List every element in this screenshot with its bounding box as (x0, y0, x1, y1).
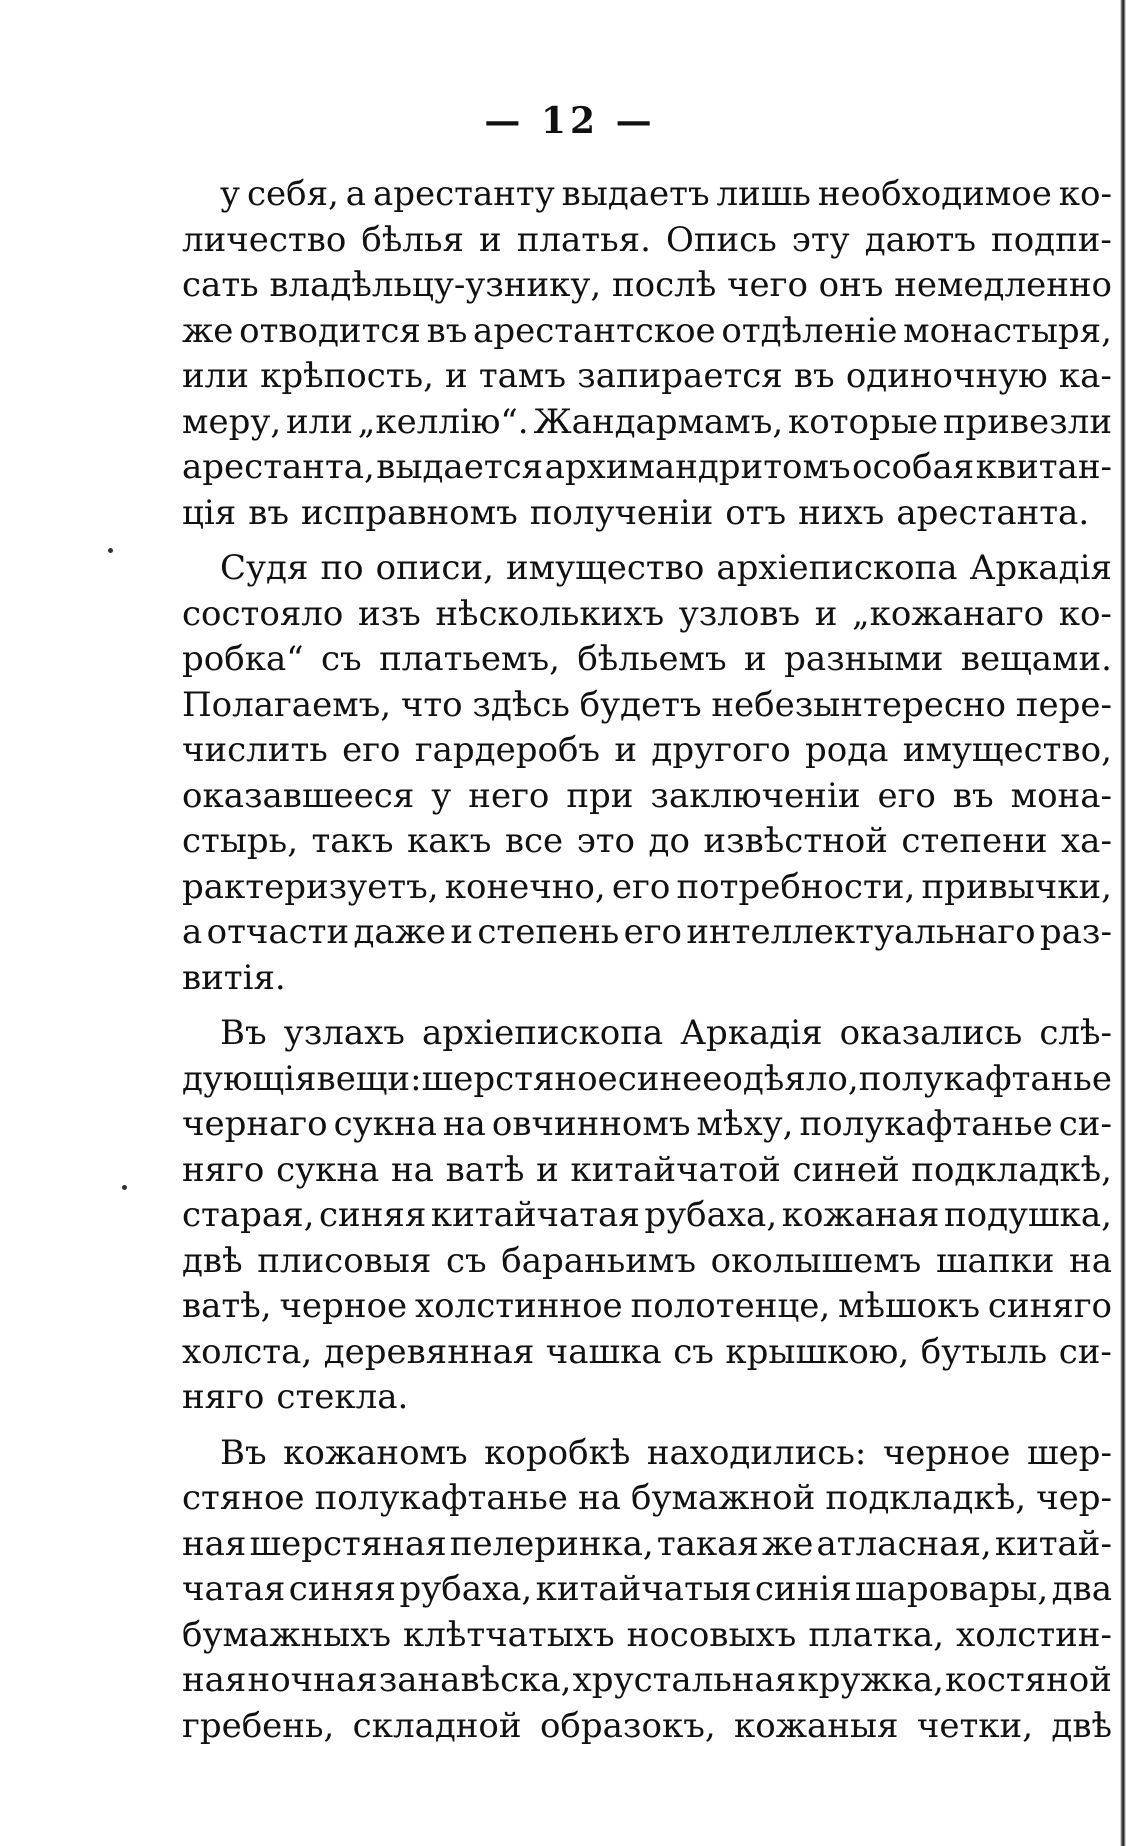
body-text (182, 172, 1112, 1749)
paragraph (182, 1431, 1112, 1750)
text-line: меру, или „келлію“. Жандармамъ, которые привезли (182, 401, 1112, 442)
text-line: холста, деревянная чашка съ крышкою, бутыль си- (182, 1331, 1112, 1372)
text-line: же отводится въ арестантское отдѣленіе монастыря, (182, 310, 1112, 351)
text-line: состояло изъ нѣсколькихъ узловъ и „кожанаго ко- (182, 593, 1112, 634)
text-line: или крѣпость, и тамъ запирается въ одиночную ка- (182, 356, 1112, 396)
paragraph (182, 172, 1112, 536)
scan-speck (122, 1185, 127, 1190)
text-line: ція въ исправномъ полученіи отъ нихъ арестанта. (182, 492, 1090, 533)
text-line: Въ узлахъ архіепископа Аркадія оказались слѣ- (220, 1013, 1112, 1053)
text-line: чернаго сукна на овчинномъ мѣху, полукафтанье си- (182, 1104, 1112, 1144)
text-line: а отчасти даже и степень его интеллектуальнаго раз- (182, 912, 1112, 952)
text-line: дующія вещи: шерстяное синее одѣяло, полукафтанье (182, 1058, 1112, 1099)
text-line: ватѣ, черное холстинное полотенце, мѣшокъ синяго (182, 1286, 1112, 1326)
paragraph (182, 546, 1112, 1001)
page-number: — 12 — (484, 100, 656, 142)
paragraph (182, 1011, 1112, 1421)
scan-edge-line (1120, 0, 1126, 1846)
text-line: няго стекла. (182, 1377, 409, 1417)
text-line: Судя по описи, имущество архіепископа Аркадія (220, 548, 1112, 588)
text-line: стырь, такъ какъ все это до извѣстной степени ха- (182, 821, 1112, 861)
text-line: ная шерстяная пелеринка, такая же атласная, китай- (182, 1523, 1112, 1564)
text-line: числить его гардеробъ и другого рода имущество, (182, 730, 1112, 770)
text-line: оказавшееся у него при заключеніи его въ мона- (182, 775, 1112, 816)
text-line: робка“ съ платьемъ, бѣльемъ и разными вещами. (182, 639, 1112, 679)
text-line: няго сукна на ватѣ и китайчатой синей подкладкѣ, (182, 1149, 1112, 1190)
text-line: арестанта, выдается архимандритомъ особая квитан- (182, 447, 1112, 487)
text-line: сать владѣльцу-узнику, послѣ чего онъ немедленно (182, 265, 1112, 305)
text-line: Въ кожаномъ коробкѣ находились: черное шер- (220, 1432, 1112, 1473)
text-line: бумажныхъ клѣтчатыхъ носовыхъ платка, холстин- (182, 1614, 1112, 1655)
text-line: витія. (182, 957, 286, 998)
text-line: рактеризуетъ, конечно, его потребности, привычки, (182, 866, 1112, 907)
text-line: личество бѣлья и платья. Опись эту даютъ подпи- (182, 219, 1112, 260)
text-line: Полагаемъ, что здѣсь будетъ небезынтересно пере- (182, 684, 1112, 725)
scan-speck (108, 548, 113, 553)
text-line: гребень, складной образокъ, кожаныя четки, двѣ (182, 1705, 1112, 1746)
text-line: чатая синяя рубаха, китайчатыя синія шаровары, два (182, 1569, 1112, 1609)
text-line: ная ночная занавѣска, хрустальная кружка, костяной (182, 1660, 1112, 1700)
text-line: у себя, а арестанту выдаетъ лишь необходимое ко- (220, 174, 1112, 214)
text-line: стяное полукафтанье на бумажной подкладкѣ, чер- (182, 1478, 1112, 1518)
text-line: двѣ плисовыя съ бараньимъ околышемъ шапки на (182, 1240, 1112, 1281)
text-line: старая, синяя китайчатая рубаха, кожаная подушка, (182, 1195, 1112, 1235)
